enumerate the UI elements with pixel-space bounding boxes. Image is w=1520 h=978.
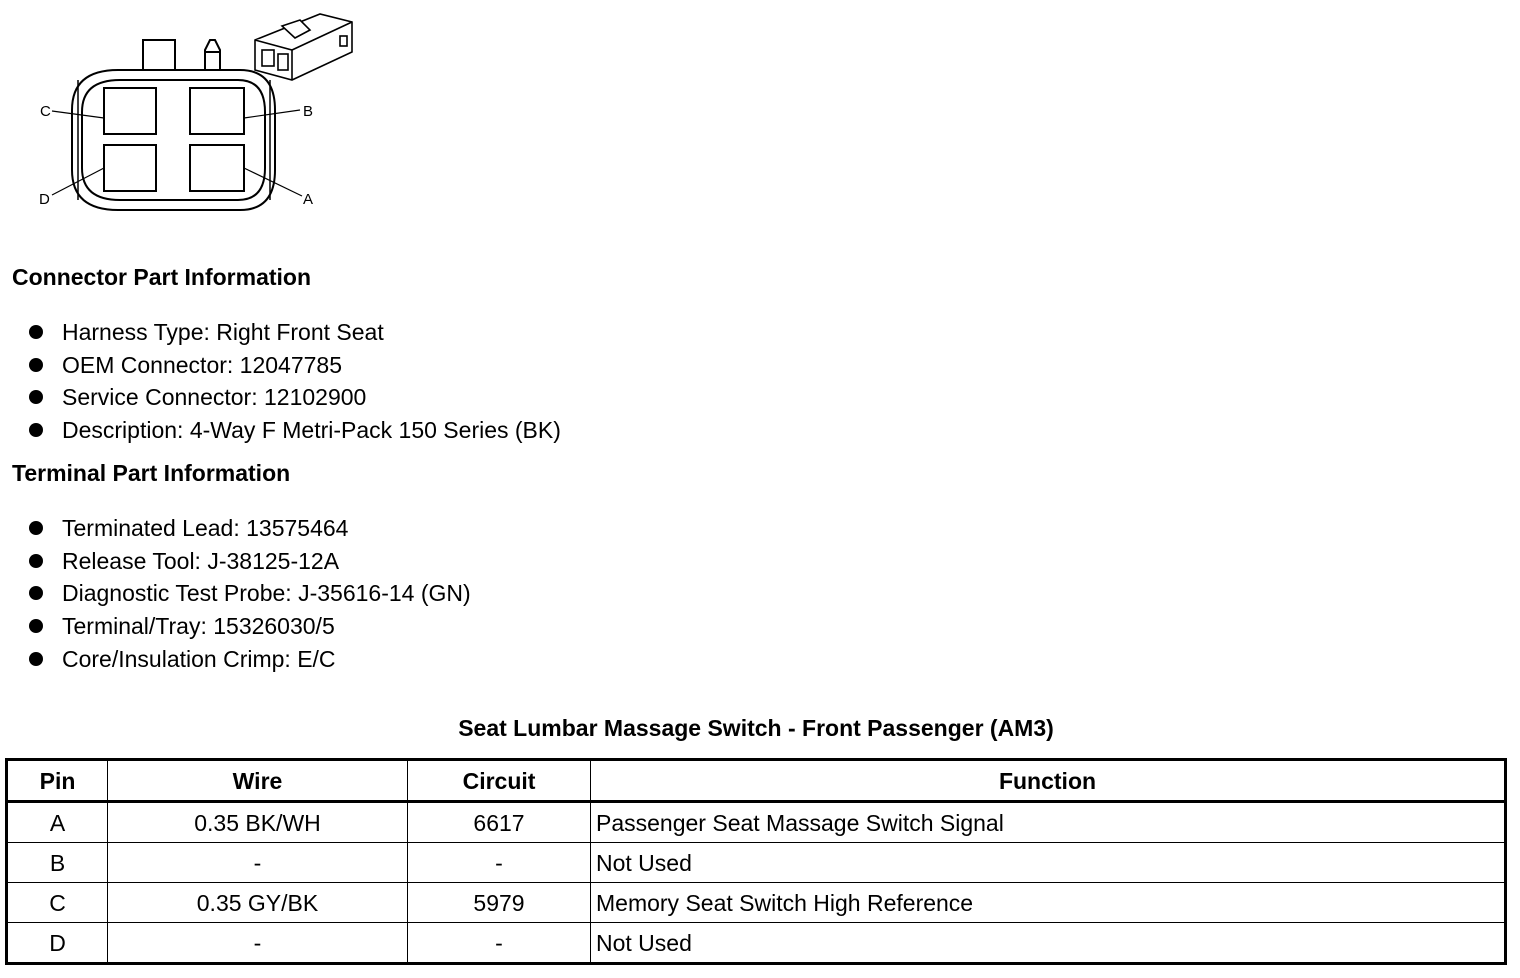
cell-circuit: 6617: [408, 802, 591, 843]
terminal-info-list: [0, 515, 471, 678]
cell-circuit: -: [408, 923, 591, 964]
bullet-icon: [29, 521, 43, 535]
bullet-icon: [29, 652, 43, 666]
list-item: Diagnostic Test Probe: J-35616-14 (GN): [0, 580, 471, 613]
bullet-icon: [29, 554, 43, 568]
cell-wire: -: [108, 843, 408, 883]
cell-wire: 0.35 BK/WH: [108, 802, 408, 843]
list-item: Terminated Lead: 13575464: [0, 515, 471, 548]
cell-wire: 0.35 GY/BK: [108, 883, 408, 923]
bullet-icon: [29, 619, 43, 633]
list-item: Terminal/Tray: 15326030/5: [0, 613, 471, 646]
cell-pin: B: [7, 843, 108, 883]
list-item: Description: 4-Way F Metri-Pack 150 Series (BK): [0, 417, 561, 450]
header-pin: Pin: [7, 760, 108, 802]
cell-function: Not Used: [591, 923, 1506, 964]
connector-info-list: [0, 319, 561, 450]
cell-pin: C: [7, 883, 108, 923]
pin-label-c: C: [40, 103, 51, 120]
table-row: [7, 923, 1506, 964]
cell-function: Not Used: [591, 843, 1506, 883]
table-header-row: [7, 760, 1506, 802]
pin-table: [5, 758, 1507, 965]
header-function: Function: [591, 760, 1506, 802]
bullet-icon: [29, 358, 43, 372]
cell-pin: A: [7, 802, 108, 843]
connector-3d-icon: [255, 14, 352, 80]
connector-info-heading: Connector Part Information: [12, 264, 312, 290]
bullet-icon: [29, 325, 43, 339]
cell-function: Passenger Seat Massage Switch Signal: [591, 802, 1506, 843]
cell-wire: -: [108, 923, 408, 964]
table-title: Seat Lumbar Massage Switch - Front Passenger (AM3): [458, 715, 1054, 741]
list-item: Core/Insulation Crimp: E/C: [0, 646, 471, 679]
bullet-icon: [29, 423, 43, 437]
header-circuit: Circuit: [408, 760, 591, 802]
pin-label-a: A: [303, 191, 314, 208]
cell-circuit: -: [408, 843, 591, 883]
list-item: Service Connector: 12102900: [0, 384, 561, 417]
list-item: OEM Connector: 12047785: [0, 352, 561, 385]
cell-function: Memory Seat Switch High Reference: [591, 883, 1506, 923]
pin-label-d: D: [39, 191, 50, 208]
table-row: [7, 843, 1506, 883]
list-item: Release Tool: J-38125-12A: [0, 548, 471, 581]
list-item: Harness Type: Right Front Seat: [0, 319, 561, 352]
bullet-icon: [29, 586, 43, 600]
header-wire: Wire: [108, 760, 408, 802]
connector-diagram: [0, 0, 380, 230]
terminal-info-heading: Terminal Part Information: [12, 460, 291, 486]
table-row: [7, 802, 1506, 843]
table-row: [7, 883, 1506, 923]
pin-label-b: B: [303, 103, 314, 120]
cell-pin: D: [7, 923, 108, 964]
bullet-icon: [29, 390, 43, 404]
cell-circuit: 5979: [408, 883, 591, 923]
